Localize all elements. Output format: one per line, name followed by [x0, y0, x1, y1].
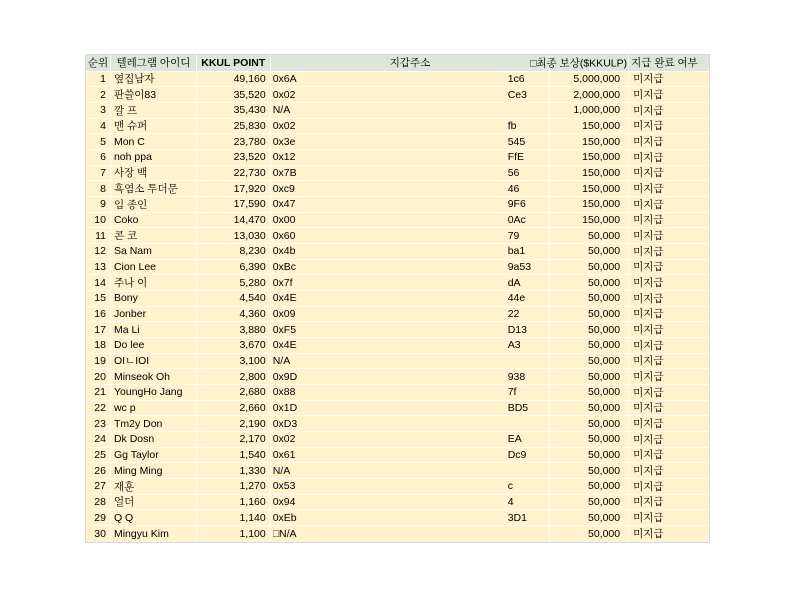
table-row — [86, 307, 709, 323]
reward-cell[interactable]: 50,000 — [550, 291, 629, 306]
table-row — [86, 87, 709, 103]
rank-cell[interactable]: 28 — [86, 495, 111, 510]
reward-cell[interactable]: 1,000,000 — [550, 103, 629, 118]
wallet-address-cell[interactable] — [271, 166, 551, 181]
kkul-point-cell[interactable]: 2,170 — [197, 432, 271, 447]
table-row — [86, 463, 709, 479]
telegram-id-cell[interactable]: 콘 코 — [111, 228, 197, 243]
wallet-address-suffix: fb — [507, 119, 517, 132]
table-row — [86, 479, 709, 495]
telegram-id-cell[interactable]: Jonber — [111, 307, 197, 322]
payment-status-cell[interactable]: 미지급 — [633, 449, 664, 462]
wallet-address-suffix: Ce3 — [507, 88, 527, 101]
telegram-id-cell[interactable]: Bony — [111, 291, 197, 306]
payment-status-cell[interactable]: 미지급 — [633, 465, 664, 478]
rank-cell[interactable]: 19 — [86, 354, 111, 369]
rank-cell[interactable]: 8 — [86, 181, 111, 196]
payment-status-cell[interactable]: 미지급 — [633, 120, 664, 133]
wallet-address-cell[interactable] — [271, 103, 551, 118]
kkul-point-cell[interactable]: 8,230 — [197, 244, 271, 259]
kkul-point-cell[interactable]: 25,830 — [197, 119, 271, 134]
kkul-point-cell[interactable]: 1,270 — [197, 479, 271, 494]
rank-cell[interactable]: 5 — [86, 134, 111, 149]
wallet-address-prefix: □N/A — [272, 527, 297, 540]
telegram-id-cell[interactable]: 옆집남자 — [111, 72, 197, 87]
wallet-address-suffix: 1c6 — [507, 72, 525, 85]
telegram-id-cell[interactable]: 임 종인 — [111, 197, 197, 212]
table-row — [86, 416, 709, 432]
reward-cell[interactable]: 150,000 — [550, 119, 629, 134]
wallet-address-suffix: Dc9 — [507, 448, 527, 461]
table-row — [86, 354, 709, 370]
reward-cell[interactable]: 50,000 — [550, 228, 629, 243]
reward-cell[interactable]: 50,000 — [550, 495, 629, 510]
kkul-point-cell[interactable]: 6,390 — [197, 260, 271, 275]
wallet-address-cell[interactable] — [271, 479, 551, 494]
wallet-address-cell[interactable] — [271, 260, 551, 275]
wallet-address-prefix: 0x4b — [272, 245, 296, 258]
table-row — [86, 385, 709, 401]
wallet-address-prefix: 0xEb — [272, 511, 297, 524]
reward-cell[interactable]: 50,000 — [550, 463, 629, 478]
payment-status-cell[interactable]: 미지급 — [633, 292, 664, 305]
wallet-address-suffix: 9F6 — [507, 198, 526, 211]
wallet-address-prefix: 0x4E — [272, 292, 297, 305]
wallet-address-suffix: 9a53 — [507, 260, 532, 273]
telegram-id-cell[interactable]: Minseok Oh — [111, 369, 197, 384]
wallet-address-cell[interactable] — [271, 213, 551, 228]
reward-cell[interactable]: 150,000 — [550, 150, 629, 165]
wallet-address-cell[interactable] — [271, 354, 551, 369]
kkul-point-cell[interactable]: 4,540 — [197, 291, 271, 306]
table-row — [86, 260, 709, 276]
rank-cell[interactable]: 27 — [86, 479, 111, 494]
telegram-id-cell[interactable]: noh ppa — [111, 150, 197, 165]
wallet-address-suffix: BD5 — [507, 401, 529, 414]
kkul-point-cell[interactable]: 2,680 — [197, 385, 271, 400]
kkul-point-cell[interactable]: 1,540 — [197, 448, 271, 463]
header-telegram-id[interactable]: 텔레그램 아이디 — [111, 55, 197, 71]
wallet-address-prefix: 0x47 — [272, 198, 296, 211]
rank-cell[interactable]: 3 — [86, 103, 111, 118]
telegram-id-cell[interactable]: Coko — [111, 213, 197, 228]
table-row — [86, 197, 709, 213]
kkul-point-cell[interactable]: 1,160 — [197, 495, 271, 510]
kkul-point-cell[interactable]: 13,030 — [197, 228, 271, 243]
wallet-address-prefix: 0x6A — [272, 72, 297, 85]
wallet-address-cell[interactable] — [271, 463, 551, 478]
reward-cell[interactable]: 50,000 — [550, 354, 629, 369]
payment-status-cell[interactable]: 미지급 — [633, 480, 664, 493]
wallet-address-prefix: 0x53 — [272, 480, 296, 493]
reward-cell[interactable]: 150,000 — [550, 197, 629, 212]
header-row — [86, 55, 709, 72]
wallet-address-cell[interactable] — [271, 526, 551, 542]
wallet-address-prefix: 0x00 — [272, 213, 296, 226]
table-row — [86, 150, 709, 166]
reward-cell[interactable]: 150,000 — [550, 166, 629, 181]
rank-cell[interactable]: 25 — [86, 448, 111, 463]
rank-cell[interactable]: 4 — [86, 119, 111, 134]
kkul-point-cell[interactable]: 35,520 — [197, 87, 271, 102]
wallet-address-prefix: 0x1D — [272, 401, 298, 414]
rank-cell[interactable]: 15 — [86, 291, 111, 306]
wallet-address-cell[interactable] — [271, 338, 551, 353]
rank-cell[interactable]: 21 — [86, 385, 111, 400]
wallet-address-suffix: 44e — [507, 292, 526, 305]
payment-status-cell[interactable]: 미지급 — [633, 73, 664, 86]
rank-cell[interactable]: 29 — [86, 510, 111, 525]
wallet-address-cell[interactable] — [271, 510, 551, 525]
wallet-address-cell[interactable] — [271, 291, 551, 306]
payment-status-cell[interactable]: 미지급 — [633, 183, 664, 196]
wallet-address-suffix: ba1 — [507, 245, 526, 258]
reward-cell[interactable]: 2,000,000 — [550, 87, 629, 102]
wallet-address-prefix: 0x7B — [272, 166, 297, 179]
rank-cell[interactable]: 24 — [86, 432, 111, 447]
kkul-point-cell[interactable]: 23,520 — [197, 150, 271, 165]
telegram-id-cell[interactable]: wc p — [111, 401, 197, 416]
wallet-address-cell[interactable] — [271, 401, 551, 416]
wallet-address-prefix: 0x09 — [272, 307, 296, 320]
wallet-address-cell[interactable] — [271, 119, 551, 134]
table-row — [86, 134, 709, 150]
rank-cell[interactable]: 22 — [86, 401, 111, 416]
wallet-address-suffix: 7f — [507, 386, 517, 399]
payment-status-cell[interactable]: 미지급 — [633, 402, 664, 415]
reward-cell[interactable]: 5,000,000 — [550, 72, 629, 87]
wallet-address-cell[interactable] — [271, 134, 551, 149]
kkul-point-cell[interactable]: 3,880 — [197, 322, 271, 337]
wallet-address-cell[interactable] — [271, 275, 551, 290]
rank-cell[interactable]: 6 — [86, 150, 111, 165]
telegram-id-cell[interactable]: Cion Lee — [111, 260, 197, 275]
wallet-address-prefix: 0x60 — [272, 229, 296, 242]
spreadsheet — [85, 54, 710, 543]
kkul-point-cell[interactable]: 5,280 — [197, 275, 271, 290]
table-row — [86, 448, 709, 464]
telegram-id-cell[interactable]: 주나 이 — [111, 275, 197, 290]
wallet-address-prefix: 0xF5 — [272, 323, 297, 336]
wallet-address-prefix: 0x12 — [272, 151, 296, 164]
wallet-address-prefix: N/A — [272, 464, 291, 477]
wallet-address-cell[interactable] — [271, 416, 551, 431]
wallet-address-prefix: 0x88 — [272, 386, 296, 399]
wallet-address-cell[interactable] — [271, 87, 551, 102]
table-row — [86, 119, 709, 135]
reward-cell[interactable]: 50,000 — [550, 275, 629, 290]
wallet-address-cell[interactable] — [271, 244, 551, 259]
wallet-address-suffix: 938 — [507, 370, 526, 383]
wallet-address-cell[interactable] — [271, 495, 551, 510]
telegram-id-cell[interactable]: Mon C — [111, 134, 197, 149]
table-row — [86, 432, 709, 448]
wallet-address-suffix: 46 — [507, 182, 520, 195]
reward-cell[interactable]: 50,000 — [550, 385, 629, 400]
reward-cell[interactable]: 50,000 — [550, 416, 629, 431]
wallet-address-suffix: A3 — [507, 339, 521, 352]
payment-status-cell[interactable]: 미지급 — [633, 167, 664, 180]
telegram-id-cell[interactable]: 깔 프 — [111, 103, 197, 118]
telegram-id-cell[interactable]: 흑염소 투더문 — [111, 181, 197, 196]
wallet-address-cell[interactable] — [271, 181, 551, 196]
kkul-point-cell[interactable]: 17,920 — [197, 181, 271, 196]
payment-status-cell[interactable]: 미지급 — [633, 324, 664, 337]
table-row — [86, 228, 709, 244]
table-row — [86, 291, 709, 307]
table-row — [86, 338, 709, 354]
wallet-address-suffix: 22 — [507, 307, 520, 320]
rank-cell[interactable]: 9 — [86, 197, 111, 212]
reward-cell[interactable]: 150,000 — [550, 181, 629, 196]
rank-cell[interactable]: 13 — [86, 260, 111, 275]
wallet-address-prefix: 0x9D — [272, 370, 298, 383]
wallet-address-cell[interactable] — [271, 197, 551, 212]
telegram-id-cell[interactable]: YoungHo Jang — [111, 385, 197, 400]
telegram-id-cell[interactable]: Ma Li — [111, 322, 197, 337]
table-row — [86, 244, 709, 260]
payment-status-cell[interactable]: 미지급 — [633, 339, 664, 352]
table-body — [86, 72, 709, 542]
table-row — [86, 495, 709, 511]
wallet-address-cell[interactable] — [271, 385, 551, 400]
reward-cell[interactable]: 50,000 — [550, 526, 629, 542]
telegram-id-cell[interactable]: Sa Nam — [111, 244, 197, 259]
rank-cell[interactable]: 10 — [86, 213, 111, 228]
payment-status-cell[interactable]: 미지급 — [633, 198, 664, 211]
wallet-address-suffix: FfE — [507, 151, 525, 164]
payment-status-cell[interactable]: 미지급 — [633, 528, 664, 541]
kkul-point-cell[interactable]: 2,660 — [197, 401, 271, 416]
kkul-point-cell[interactable]: 2,800 — [197, 369, 271, 384]
rank-cell[interactable]: 20 — [86, 369, 111, 384]
kkul-point-cell[interactable]: 22,730 — [197, 166, 271, 181]
wallet-address-cell[interactable] — [271, 72, 551, 87]
reward-cell[interactable]: 50,000 — [550, 510, 629, 525]
kkul-point-cell[interactable]: 3,670 — [197, 338, 271, 353]
wallet-address-prefix: N/A — [272, 354, 291, 367]
wallet-address-prefix: 0x61 — [272, 448, 296, 461]
reward-cell[interactable]: 50,000 — [550, 307, 629, 322]
wallet-address-cell[interactable] — [271, 432, 551, 447]
wallet-address-cell[interactable] — [271, 228, 551, 243]
wallet-address-prefix: 0x02 — [272, 119, 296, 132]
payment-status-cell[interactable]: 미지급 — [633, 496, 664, 509]
wallet-address-prefix: 0x4E — [272, 339, 297, 352]
telegram-id-cell[interactable]: 맨 슈퍼 — [111, 119, 197, 134]
payment-status-cell[interactable]: 미지급 — [633, 261, 664, 274]
rank-cell[interactable]: 16 — [86, 307, 111, 322]
reward-cell[interactable]: 50,000 — [550, 479, 629, 494]
reward-cell[interactable]: 150,000 — [550, 213, 629, 228]
telegram-id-cell[interactable]: OIㄴIOI — [111, 354, 197, 369]
wallet-address-prefix: 0xBc — [272, 260, 297, 273]
telegram-id-cell[interactable]: Gg Taylor — [111, 448, 197, 463]
telegram-id-cell[interactable]: Dk Dosn — [111, 432, 197, 447]
payment-status-cell[interactable]: 미지급 — [633, 355, 664, 368]
wallet-address-prefix: 0x3e — [272, 135, 296, 148]
rank-cell[interactable]: 18 — [86, 338, 111, 353]
telegram-id-cell[interactable]: 재훈 — [111, 479, 197, 494]
table-row — [86, 213, 709, 229]
reward-cell[interactable]: 50,000 — [550, 260, 629, 275]
table-row — [86, 275, 709, 291]
reward-cell[interactable]: 50,000 — [550, 369, 629, 384]
kkul-point-cell[interactable]: 49,160 — [197, 72, 271, 87]
wallet-address-prefix: 0xD3 — [272, 417, 298, 430]
reward-cell[interactable]: 50,000 — [550, 448, 629, 463]
telegram-id-cell[interactable]: Mingyu Kim — [111, 526, 197, 542]
wallet-address-prefix: 0x02 — [272, 433, 296, 446]
payment-status-cell[interactable]: 미지급 — [633, 104, 664, 117]
telegram-id-cell[interactable]: Tm2y Don — [111, 416, 197, 431]
payment-status-cell[interactable]: 미지급 — [633, 512, 664, 525]
payment-status-cell[interactable]: 미지급 — [633, 245, 664, 258]
table-row — [86, 401, 709, 417]
telegram-id-cell[interactable]: 판쓸이83 — [111, 87, 197, 102]
header-kkul-point[interactable]: KKUL POINT — [197, 55, 271, 71]
wallet-address-prefix: N/A — [272, 104, 291, 117]
reward-cell[interactable]: 150,000 — [550, 134, 629, 149]
header-payment-status[interactable]: 지급 완료 여부 — [631, 57, 698, 70]
telegram-id-cell[interactable]: 사장 백 — [111, 166, 197, 181]
rank-cell[interactable]: 2 — [86, 87, 111, 102]
payment-status-cell[interactable]: 미지급 — [633, 418, 664, 431]
reward-cell[interactable]: 50,000 — [550, 244, 629, 259]
wallet-address-cell[interactable] — [271, 448, 551, 463]
telegram-id-cell[interactable]: Q Q — [111, 510, 197, 525]
header-rank[interactable]: 순위 — [86, 55, 111, 71]
reward-cell[interactable]: 50,000 — [550, 322, 629, 337]
rank-cell[interactable]: 1 — [86, 72, 111, 87]
wallet-address-suffix: D13 — [507, 323, 527, 336]
wallet-address-prefix: 0x94 — [272, 495, 296, 508]
reward-cell[interactable]: 50,000 — [550, 401, 629, 416]
kkul-point-cell[interactable]: 4,360 — [197, 307, 271, 322]
header-final-reward[interactable] — [530, 55, 629, 71]
table-row — [86, 510, 709, 526]
payment-status-cell[interactable]: 미지급 — [633, 308, 664, 321]
payment-status-cell[interactable]: 미지급 — [633, 151, 664, 164]
payment-status-cell[interactable]: 미지급 — [633, 136, 664, 149]
kkul-point-cell[interactable]: 1,140 — [197, 510, 271, 525]
wallet-address-cell[interactable] — [271, 307, 551, 322]
wallet-address-suffix: EA — [507, 433, 522, 446]
rank-cell[interactable]: 17 — [86, 322, 111, 337]
wallet-address-suffix: 56 — [507, 166, 520, 179]
telegram-id-cell[interactable]: Do lee — [111, 338, 197, 353]
kkul-point-cell[interactable]: 1,330 — [197, 463, 271, 478]
wallet-address-suffix: c — [507, 480, 513, 493]
payment-status-cell[interactable]: 미지급 — [633, 214, 664, 227]
wallet-address-suffix: 79 — [507, 229, 520, 242]
reward-cell[interactable]: 50,000 — [550, 338, 629, 353]
payment-status-cell[interactable]: 미지급 — [633, 230, 664, 243]
table-row — [86, 72, 709, 88]
rank-cell[interactable]: 23 — [86, 416, 111, 431]
kkul-point-cell[interactable]: 3,100 — [197, 354, 271, 369]
rank-cell[interactable]: 7 — [86, 166, 111, 181]
rank-cell[interactable]: 26 — [86, 463, 111, 478]
telegram-id-cell[interactable]: Ming Ming — [111, 463, 197, 478]
wallet-address-cell[interactable] — [271, 150, 551, 165]
telegram-id-cell[interactable]: 얼더 — [111, 495, 197, 510]
table-row — [86, 166, 709, 182]
payment-status-cell[interactable]: 미지급 — [633, 386, 664, 399]
kkul-point-cell[interactable]: 1,100 — [197, 526, 271, 542]
rank-cell[interactable]: 11 — [86, 228, 111, 243]
rank-cell[interactable]: 14 — [86, 275, 111, 290]
table-row — [86, 322, 709, 338]
wallet-address-suffix: 0Ac — [507, 213, 526, 226]
wallet-address-prefix: 0x02 — [272, 88, 296, 101]
kkul-point-cell[interactable]: 17,590 — [197, 197, 271, 212]
wallet-address-prefix: 0xc9 — [272, 182, 295, 195]
rank-cell[interactable]: 12 — [86, 244, 111, 259]
wallet-address-suffix: 4 — [507, 495, 514, 508]
reward-cell[interactable]: 50,000 — [550, 432, 629, 447]
payment-status-cell[interactable]: 미지급 — [633, 433, 664, 446]
header-wallet-address[interactable]: 지갑주소 — [271, 55, 551, 71]
table-row — [86, 526, 709, 542]
wallet-address-suffix: dA — [507, 276, 521, 289]
kkul-point-cell[interactable]: 35,430 — [197, 103, 271, 118]
payment-status-cell[interactable]: 미지급 — [633, 277, 664, 290]
wallet-address-suffix: 545 — [507, 135, 526, 148]
payment-status-cell[interactable]: 미지급 — [633, 89, 664, 102]
wallet-address-prefix: 0x7f — [272, 276, 293, 289]
table-row — [86, 369, 709, 385]
wallet-address-suffix: 3D1 — [507, 511, 527, 524]
kkul-point-cell[interactable]: 2,190 — [197, 416, 271, 431]
wallet-address-cell[interactable] — [271, 369, 551, 384]
wallet-address-cell[interactable] — [271, 322, 551, 337]
kkul-point-cell[interactable]: 23,780 — [197, 134, 271, 149]
header-final-reward-label: □최종 보상($KKULP) — [530, 57, 628, 70]
rank-cell[interactable]: 30 — [86, 526, 111, 542]
table-row — [86, 181, 709, 197]
kkul-point-cell[interactable]: 14,470 — [197, 213, 271, 228]
table-row — [86, 103, 709, 119]
payment-status-cell[interactable]: 미지급 — [633, 371, 664, 384]
